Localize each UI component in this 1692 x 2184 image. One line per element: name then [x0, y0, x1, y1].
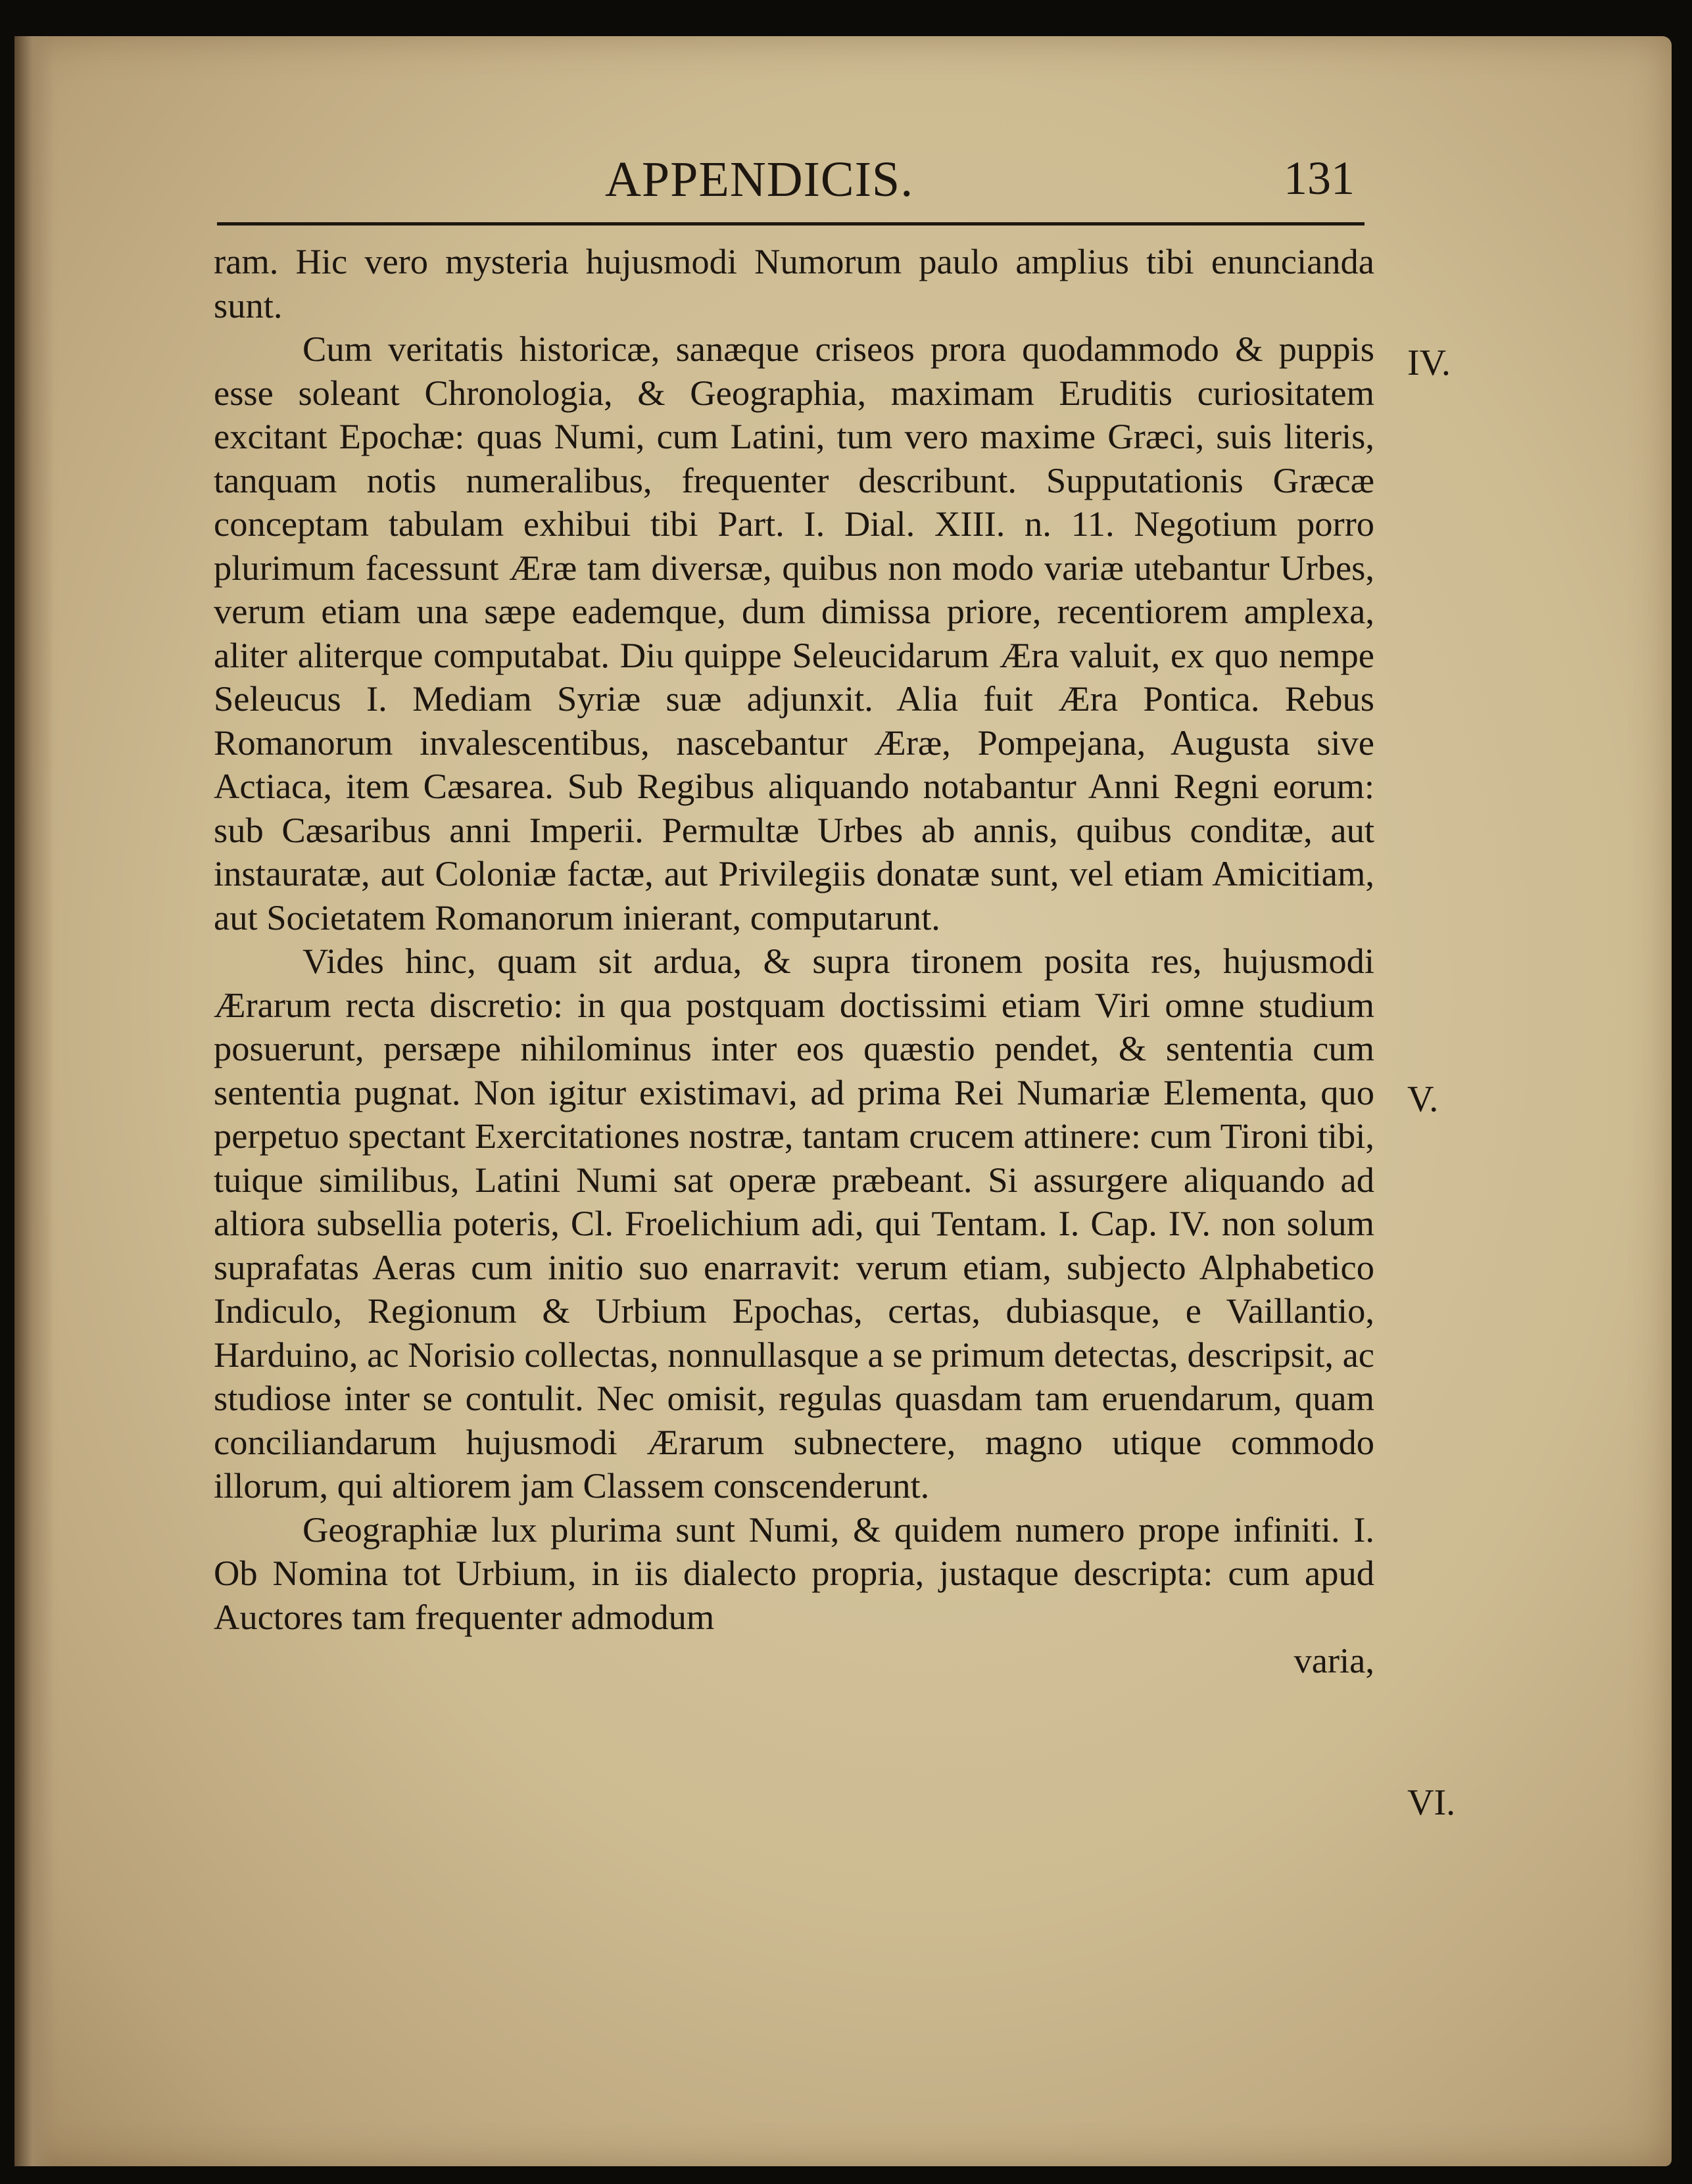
body-text [214, 240, 1374, 1683]
paragraph-1: ram. Hic vero mysteria hujusmodi Numorum paulo amplius tibi enuncianda sunt. [214, 241, 1374, 325]
paragraph-3: Vides hinc, quam sit ardua, & supra tironem posita res, hujusmodi Ærarum recta discretio: in qua postquam doctissimi etiam Viri omne studium posuerunt, persæpe nihilominus inter eos quæstio pendet, & sententia cum sententia pugnat. Non igitur existimavi, ad prima Rei Numariæ Elementa, quo perpetuo spectant Exercitationes nostræ, tantam crucem attinere: cum Tironi tibi, tuique similibus, Latini Numi sat operæ præbeant. Si assurgere aliquando ad altiora subsellia poteris, Cl. Froelichium adi, qui Tentam. I. Cap. IV. non solum suprafatas Aeras cum initio suo enarravit: verum etiam, subjecto Alphabetico Indiculo, Regionum & Urbium Epochas, certas, dubiasque, e Vaillantio, Harduino, ac Norisio collectas, nonnullasque a se primum detectas, descripsit, ac studiose inter se contulit. Nec omisit, regulas quasdam tam eruendarum, quam conciliandarum hujusmodi Ærarum subnectere, magno utique commodo illorum, qui altiorem jam Classem conscenderunt. [214, 941, 1374, 1506]
catchword: varia, [1293, 1640, 1374, 1680]
header-rule [217, 222, 1365, 226]
paragraph-4: Geographiæ lux plurima sunt Numi, & quidem numero prope infiniti. I. Ob Nomina tot Urbium, in iis dialecto propria, justaque descripta: cum apud Auctores tam frequenter admodum [214, 1509, 1374, 1637]
paragraph-2: Cum veritatis historicæ, sanæque criseos prora quodammodo & puppis esse soleant Chronologia, & Geographia, maximam Eruditis curiositatem excitant Epochæ: quas Numi, cum Latini, tum vero maxime Græci, suis literis, tanquam notis numeralibus, frequenter describunt. Supputationis Græcæ conceptam tabulam exhibui tibi Part. I. Dial. XIII. n. 11. Negotium porro plurimum facessunt Æræ tam diversæ, quibus non modo variæ utebantur Urbes, verum etiam una sæpe eademque, dum dimissa priore, recentiorem amplexa, aliter aliterque computabat. Diu quippe Seleucidarum Æra valuit, ex quo nempe Seleucus I. Mediam Syriæ suæ adjunxit. Alia fuit Æra Pontica. Rebus Romanorum invalescentibus, nascebantur Æræ, Pompejana, Augusta sive Actiaca, item Cæsarea. Sub Regibus aliquando notabantur Anni Regni eorum: sub Cæsaribus anni Imperii. Permultæ Urbes ab annis, quibus conditæ, aut instauratæ, aut Coloniæ factæ, aut Privilegiis donatæ sunt, vel etiam Amicitiam, aut Societatem Romanorum inierant, computarunt. [214, 329, 1374, 938]
book-gutter [14, 36, 54, 2166]
margin-number-vi: VI. [1407, 1782, 1456, 1823]
margin-number-iv: IV. [1407, 343, 1451, 383]
page-number: 131 [1284, 152, 1355, 204]
running-head: APPENDICIS. [605, 152, 914, 207]
page-header [217, 151, 1368, 210]
margin-number-v: V. [1407, 1079, 1439, 1120]
